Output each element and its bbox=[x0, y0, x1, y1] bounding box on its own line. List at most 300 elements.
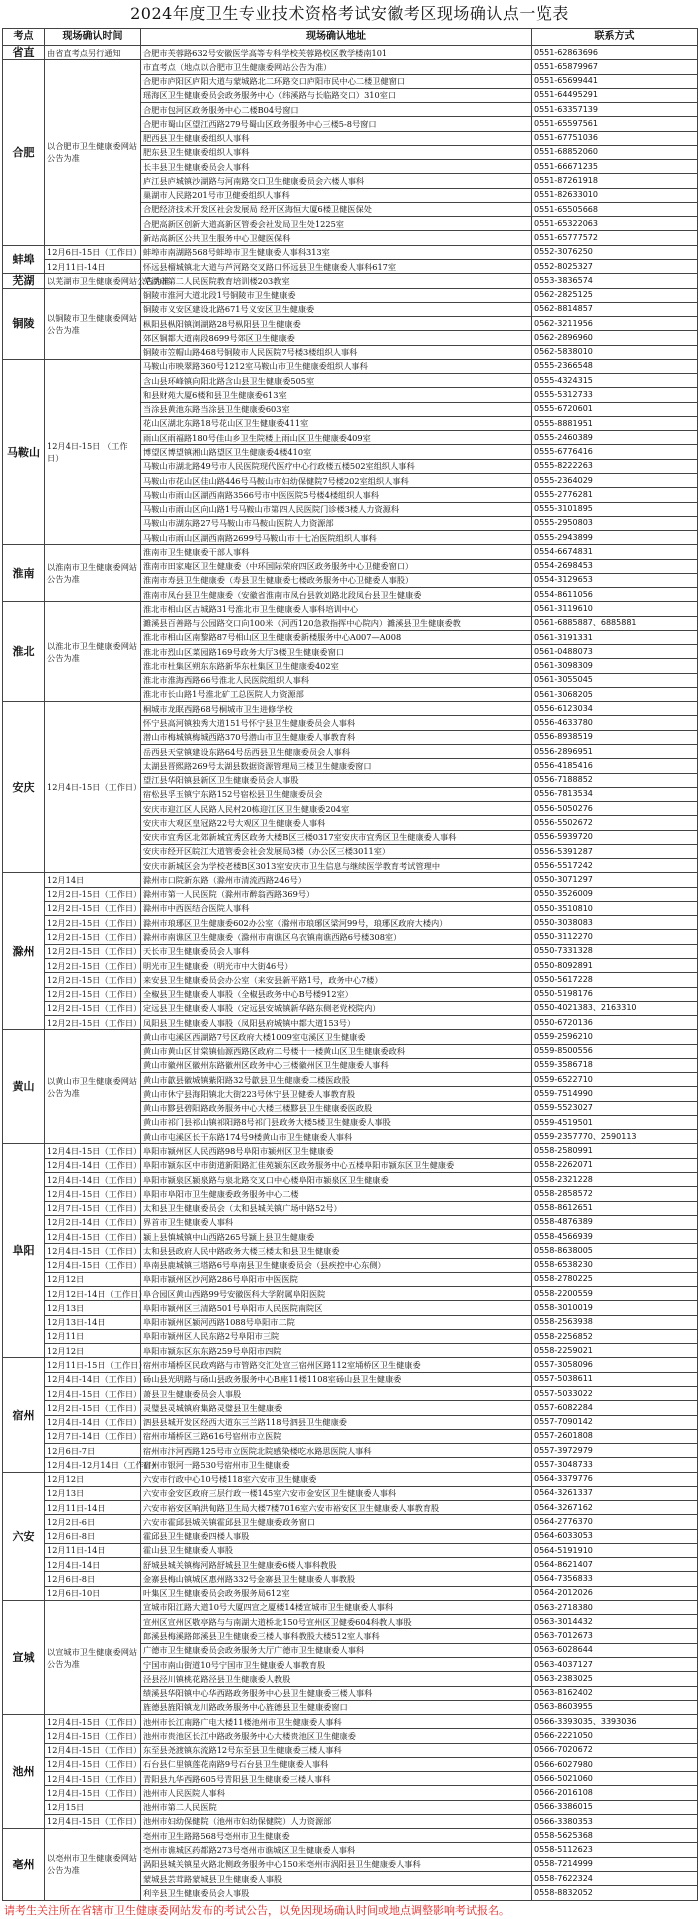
confirm-time-cell: 12月11日-14日 bbox=[45, 1501, 141, 1515]
confirm-address-cell: 阜阳市颍东区中市街道新阳路汇佳苑颍东区政务服务中心五楼阜阳市颍东区卫生健康委 bbox=[141, 1158, 532, 1172]
table-row bbox=[3, 1558, 698, 1572]
confirm-time-cell: 12月4日-15日（工作日） bbox=[45, 1743, 141, 1757]
confirm-address-cell: 霍山县卫生健康委人事股 bbox=[141, 1543, 532, 1557]
contact-phone-cell: 0564-7356833 bbox=[532, 1572, 698, 1586]
confirm-address-cell: 淮南市凤台县卫生健康委（安徽省淮南市凤台县敦刘路北段凤台县卫生健康委 bbox=[141, 588, 532, 602]
exam-site-cell: 亳州 bbox=[3, 1829, 45, 1900]
confirm-address-cell: 亳州市谯城区药都路273号亳州市谯城区卫生健康委人事科 bbox=[141, 1843, 532, 1857]
table-row bbox=[3, 1301, 698, 1315]
confirm-time-cell: 12月4日-15日（工作日） bbox=[45, 1772, 141, 1786]
confirm-time-cell: 12月4日-14日（工作日） bbox=[45, 1158, 141, 1172]
confirm-address-cell: 市直考点（地点以合肥市卫生健康委网站公告为准） bbox=[141, 60, 532, 74]
confirm-time-cell: 12月4日-15日（工作日） bbox=[45, 1814, 141, 1828]
contact-phone-cell: 0559-3586718 bbox=[532, 1058, 698, 1072]
contact-phone-cell: 0561-3055045 bbox=[532, 673, 698, 687]
table-row bbox=[3, 602, 698, 616]
exam-site-cell: 淮南 bbox=[3, 545, 45, 602]
confirm-address-cell: 郊区铜都大道南段8699号郊区卫生健康委 bbox=[141, 331, 532, 345]
contact-phone-cell: 0562-5838010 bbox=[532, 345, 698, 359]
contact-phone-cell: 0566-6027980 bbox=[532, 1757, 698, 1771]
confirm-address-cell: 萧县卫生健康委员会人事股 bbox=[141, 1386, 532, 1400]
contact-phone-cell: 0558-2256852 bbox=[532, 1329, 698, 1343]
table-body bbox=[3, 46, 698, 1901]
contact-phone-cell: 0550-5198176 bbox=[532, 987, 698, 1001]
table-row bbox=[3, 1172, 698, 1186]
contact-phone-cell: 0566-7020672 bbox=[532, 1743, 698, 1757]
table-row bbox=[3, 916, 698, 930]
confirm-address-cell: 太湖县晋熙路269号太湖县数据资源管理局三楼卫生健康委窗口 bbox=[141, 759, 532, 773]
confirm-address-cell: 肥西县卫生健康委组织人事科 bbox=[141, 131, 532, 145]
confirm-time-cell: 12月2日-15日（工作日） bbox=[45, 959, 141, 973]
confirm-time-cell: 12月4日-12月14日（工作日） bbox=[45, 1458, 141, 1472]
table-row bbox=[3, 1757, 698, 1771]
confirm-time-cell: 12月15日 bbox=[45, 1800, 141, 1814]
confirm-address-cell: 池州市第二人民医院 bbox=[141, 1800, 532, 1814]
exam-site-cell: 宣城 bbox=[3, 1600, 45, 1714]
confirm-address-cell: 安庆市宜秀区北郊新城宜秀区政务大楼B区三楼0317室安庆市宜秀区卫生健康委人事科 bbox=[141, 830, 532, 844]
contact-phone-cell: 0564-6033053 bbox=[532, 1529, 698, 1543]
table-row bbox=[3, 1829, 698, 1843]
contact-phone-cell: 0551-65777572 bbox=[532, 231, 698, 245]
contact-phone-cell: 0557-5038611 bbox=[532, 1372, 698, 1386]
confirm-time-cell: 12月2日-15日（工作日） bbox=[45, 887, 141, 901]
confirm-time-cell: 12月2日-15日（工作日） bbox=[45, 987, 141, 1001]
contact-phone-cell: 0563-4037127 bbox=[532, 1658, 698, 1672]
table-row bbox=[3, 1800, 698, 1814]
confirm-address-cell: 舒城县城关镇梅河路舒城县卫生健康委6楼人事科教股 bbox=[141, 1558, 532, 1572]
table-row bbox=[3, 873, 698, 887]
confirm-address-cell: 淮南市卫生健康委干部人事科 bbox=[141, 545, 532, 559]
confirm-address-cell: 淮北市淮海西路66号淮北人民医院组织人事科 bbox=[141, 673, 532, 687]
confirm-address-cell: 淮北市烈山区菜园路169号政务大厅3楼卫生健康委窗口 bbox=[141, 645, 532, 659]
confirm-time-cell: 12月12日 bbox=[45, 1344, 141, 1358]
table-row bbox=[3, 245, 698, 259]
contact-phone-cell: 0555-2460389 bbox=[532, 431, 698, 445]
contact-phone-cell: 0564-8621407 bbox=[532, 1558, 698, 1572]
contact-phone-cell: 0556-7188852 bbox=[532, 773, 698, 787]
confirm-address-cell: 枞阳县枞阳镇浏湖路28号枞阳县卫生健康委 bbox=[141, 317, 532, 331]
confirm-address-cell: 天长市卫生健康委员会人事科 bbox=[141, 944, 532, 958]
table-row bbox=[3, 1187, 698, 1201]
table-row bbox=[3, 1444, 698, 1458]
confirm-address-cell: 博望区博望镇湘山路望区卫生健康委4楼410室 bbox=[141, 445, 532, 459]
header-exam-site: 考点 bbox=[3, 29, 45, 46]
confirm-address-cell: 马鞍山市湖北路49号市人民医院现代医疗中心行政楼五楼502室组织人事科 bbox=[141, 459, 532, 473]
table-row bbox=[3, 1315, 698, 1329]
confirm-time-cell: 12月4日-14日（工作日） bbox=[45, 1172, 141, 1186]
table-row bbox=[3, 1415, 698, 1429]
contact-phone-cell: 0563-8162402 bbox=[532, 1686, 698, 1700]
confirm-time-cell: 12月4日-15日（工作日） bbox=[45, 1244, 141, 1258]
contact-phone-cell: 0561-3068205 bbox=[532, 687, 698, 701]
confirm-time-cell: 12月6日-7日 bbox=[45, 1444, 141, 1458]
confirm-address-cell: 宣城市阳江路大道10号大厦四宣之厦楼14楼宣城市卫生健康委人事科 bbox=[141, 1600, 532, 1614]
confirm-address-cell: 黄山市歙县徽城镇紫阳路32号歙县卫生健康委二楼医政股 bbox=[141, 1073, 532, 1087]
confirm-address-cell: 怀远县榴城镇北大道与芦河路交叉路口怀远县卫生健康委人事科617室 bbox=[141, 259, 532, 273]
confirm-time-cell: 以合肥市卫生健康委网站公告为准 bbox=[45, 60, 141, 245]
confirm-address-cell: 宿松县孚玉镇宁东路152号宿松县卫生健康委员会 bbox=[141, 787, 532, 801]
confirm-time-cell: 12月2日-15日（工作日） bbox=[45, 1401, 141, 1415]
contact-phone-cell: 0559-2357770、2590113 bbox=[532, 1130, 698, 1144]
contact-phone-cell: 0556-8938519 bbox=[532, 730, 698, 744]
table-row bbox=[3, 1529, 698, 1543]
table-row bbox=[3, 1215, 698, 1229]
confirm-address-cell: 合肥市蜀山区望江西路279号蜀山区政务服务中心三楼5-8号窗口 bbox=[141, 117, 532, 131]
confirm-address-cell: 当涂县黄池东路当涂县卫生健康委603室 bbox=[141, 402, 532, 416]
contact-phone-cell: 0555-2364029 bbox=[532, 473, 698, 487]
exam-site-cell: 蚌埠 bbox=[3, 245, 45, 274]
contact-phone-cell: 0566-3380353 bbox=[532, 1814, 698, 1828]
confirm-time-cell: 12月4日-15日（工作日） bbox=[45, 1144, 141, 1158]
confirm-address-cell: 滁州市中西医结合医院人事科 bbox=[141, 901, 532, 915]
contact-phone-cell: 0550-3510810 bbox=[532, 901, 698, 915]
exam-site-cell: 铜陵 bbox=[3, 288, 45, 359]
confirm-time-cell: 12月6日-8日 bbox=[45, 1572, 141, 1586]
confirmation-table bbox=[2, 28, 698, 1901]
contact-phone-cell: 0557-6082284 bbox=[532, 1401, 698, 1415]
contact-phone-cell: 0558-7214999 bbox=[532, 1857, 698, 1871]
contact-phone-cell: 0550-3112270 bbox=[532, 930, 698, 944]
contact-phone-cell: 0563-7012673 bbox=[532, 1629, 698, 1643]
confirm-address-cell: 池州市长江南路广电大楼11楼池州市卫生健康委人事科 bbox=[141, 1715, 532, 1729]
confirm-address-cell: 马鞍山市映翠路360号1212室马鞍山市卫生健康委组织人事科 bbox=[141, 359, 532, 373]
contact-phone-cell: 0555-2943899 bbox=[532, 531, 698, 545]
contact-phone-cell: 0557-3058096 bbox=[532, 1358, 698, 1372]
contact-phone-cell: 0564-2776370 bbox=[532, 1515, 698, 1529]
exam-site-cell: 滁州 bbox=[3, 873, 45, 1030]
table-row bbox=[3, 930, 698, 944]
table-row bbox=[3, 46, 698, 60]
contact-phone-cell: 0559-6522710 bbox=[532, 1073, 698, 1087]
confirm-time-cell: 12月4日-15日（工作日） bbox=[45, 1258, 141, 1272]
confirm-address-cell: 宿州市银河一路530号宿州市卫生健康委 bbox=[141, 1458, 532, 1472]
contact-phone-cell: 0558-7622324 bbox=[532, 1872, 698, 1886]
confirm-time-cell: 12月6日-15日（工作日） bbox=[45, 245, 141, 259]
confirm-address-cell: 六安市霍邱县城关镇霍邱县卫生健康委政务窗口 bbox=[141, 1515, 532, 1529]
confirm-time-cell: 12月2日-15日（工作日） bbox=[45, 916, 141, 930]
confirm-address-cell: 全椒县卫生健康委人事股（全椒县政务中心B号楼912室） bbox=[141, 987, 532, 1001]
confirm-address-cell: 瑶海区卫生健康委员会政务服务中心（纬溪路与长临路交口）310室口 bbox=[141, 88, 532, 102]
confirm-address-cell: 肥东县卫生健康委组织人事科 bbox=[141, 145, 532, 159]
confirm-time-cell: 12月12日-14日（工作日） bbox=[45, 1287, 141, 1301]
confirm-address-cell: 怀宁县高河镇独秀大道151号怀宁县卫生健康委员会人事科 bbox=[141, 716, 532, 730]
confirm-address-cell: 安庆市迎江区人民路人民村20栋迎江区卫生健康委204室 bbox=[141, 802, 532, 816]
table-row bbox=[3, 1158, 698, 1172]
confirm-address-cell: 阜阳市颍州区三清路501号阜阳市人民医院南院区 bbox=[141, 1301, 532, 1315]
contact-phone-cell: 0557-5033022 bbox=[532, 1386, 698, 1400]
contact-phone-cell: 0558-5112623 bbox=[532, 1843, 698, 1857]
confirm-address-cell: 定远县卫生健康委人事股（定远县安城镇新华路东侧老党校院内） bbox=[141, 1001, 532, 1015]
confirm-time-cell: 12月4日-15日（工作日） bbox=[45, 1757, 141, 1771]
contact-phone-cell: 0555-5312733 bbox=[532, 388, 698, 402]
contact-phone-cell: 0555-4324315 bbox=[532, 374, 698, 388]
contact-phone-cell: 0557-7090142 bbox=[532, 1415, 698, 1429]
confirm-address-cell: 广德市卫生健康委员会政务服务大厅广德市卫生健康委人事科 bbox=[141, 1643, 532, 1657]
confirm-address-cell: 石台县仁里镇莲花南路9号石台县卫生健康委人事科 bbox=[141, 1757, 532, 1771]
table-row bbox=[3, 1772, 698, 1786]
contact-phone-cell: 0566-2016108 bbox=[532, 1786, 698, 1800]
contact-phone-cell: 0563-2718380 bbox=[532, 1600, 698, 1614]
table-row bbox=[3, 1358, 698, 1372]
table-row bbox=[3, 901, 698, 915]
confirm-time-cell: 12月4日-15日（工作日） bbox=[45, 1386, 141, 1400]
table-row bbox=[3, 1486, 698, 1500]
confirm-time-cell: 12月7日-15日（工作日） bbox=[45, 1201, 141, 1215]
confirm-time-cell: 12月11日-14日 bbox=[45, 1543, 141, 1557]
confirm-address-cell: 太和县卫生健康委员会（太和县城关镇广场中路52号） bbox=[141, 1201, 532, 1215]
confirm-time-cell: 12月14日 bbox=[45, 873, 141, 887]
contact-phone-cell: 0551-66671235 bbox=[532, 160, 698, 174]
confirm-address-cell: 阜阳市颍州区人民西路98号阜阳市颍州区卫生健康委 bbox=[141, 1144, 532, 1158]
confirm-address-cell: 含山县环峰镇向阳北路含山县卫生健康委505室 bbox=[141, 374, 532, 388]
exam-site-cell: 宿州 bbox=[3, 1358, 45, 1472]
confirm-address-cell: 泾县泾川镇桃花路泾县卫生健康委人教股 bbox=[141, 1672, 532, 1686]
confirm-address-cell: 灵璧县灵城镇府集路灵璧县卫生健康委 bbox=[141, 1401, 532, 1415]
confirm-address-cell: 黄山市休宁县海阳镇北大街223号休宁县卫健委人事教育股 bbox=[141, 1087, 532, 1101]
contact-phone-cell: 0558-4566939 bbox=[532, 1230, 698, 1244]
confirm-address-cell: 宿州市汴河西路125号市立医院北院感染楼吃水路思医院人事科 bbox=[141, 1444, 532, 1458]
table-row bbox=[3, 1244, 698, 1258]
confirm-time-cell: 12月2日-15日（工作日） bbox=[45, 973, 141, 987]
contact-phone-cell: 0566-3393035、3393036 bbox=[532, 1715, 698, 1729]
confirm-address-cell: 雨山区雨福路180号佳山乡卫生院楼上雨山区卫生健康委409室 bbox=[141, 431, 532, 445]
confirm-address-cell: 马鞍山市雨山区湖西南路2699号马鞍山市十七冶医院组织人事科 bbox=[141, 531, 532, 545]
contact-phone-cell: 0551-65879967 bbox=[532, 60, 698, 74]
contact-phone-cell: 0561-6885887、6885881 bbox=[532, 616, 698, 630]
contact-phone-cell: 0558-2780225 bbox=[532, 1272, 698, 1286]
contact-phone-cell: 0561-3119610 bbox=[532, 602, 698, 616]
confirm-time-cell: 12月11日-14日 bbox=[45, 259, 141, 273]
table-row bbox=[3, 1715, 698, 1729]
confirm-time-cell: 12月13日-14日 bbox=[45, 1315, 141, 1329]
confirm-address-cell: 马鞍山市湖东路27号马鞍山市马鞍山医院人力资源部 bbox=[141, 516, 532, 530]
confirm-time-cell: 12月2日-6日 bbox=[45, 1515, 141, 1529]
contact-phone-cell: 0558-5625368 bbox=[532, 1829, 698, 1843]
confirm-address-cell: 郎溪县梅溪路郎溪县卫生健康委三楼人事科教股大楼512室人事科 bbox=[141, 1629, 532, 1643]
confirm-address-cell: 界首市卫生健康委人事科 bbox=[141, 1215, 532, 1229]
table-row bbox=[3, 1543, 698, 1557]
confirm-address-cell: 旌德县旌阳镇龙川路政务服务中心旌德县卫生健康委窗口 bbox=[141, 1700, 532, 1714]
confirm-address-cell: 庐江县庐城镇沙湖路与河南路交口卫生健康委员会六楼人事科 bbox=[141, 174, 532, 188]
table-row bbox=[3, 1372, 698, 1386]
contact-phone-cell: 0556-5050276 bbox=[532, 802, 698, 816]
footnote-warning: 请考生关注所在省辖市卫生健康委网站发布的考试公告，以免因现场确认时间或地点调整影响考试报名。 bbox=[4, 1904, 510, 1917]
confirm-address-cell: 青阳县九华西路605号青阳县卫生健康委三楼人事科 bbox=[141, 1772, 532, 1786]
contact-phone-cell: 0556-5391287 bbox=[532, 844, 698, 858]
contact-phone-cell: 0558-2259021 bbox=[532, 1344, 698, 1358]
confirm-address-cell: 淮南市寿县卫生健康委（寿县卫生健康委七楼政务服务中心卫健委人事股） bbox=[141, 573, 532, 587]
table-row bbox=[3, 1230, 698, 1244]
contact-phone-cell: 0561-0488073 bbox=[532, 645, 698, 659]
confirm-address-cell: 安庆市大观区皇冠路22号大观区卫生健康委人事科 bbox=[141, 816, 532, 830]
confirm-address-cell: 阜阳市阜阳市卫生健康委政务服务中心二楼 bbox=[141, 1187, 532, 1201]
confirm-address-cell: 马鞍山市雨山区向山路1号马鞍山市第四人民医院门诊楼3楼人力资源科 bbox=[141, 502, 532, 516]
exam-site-cell: 六安 bbox=[3, 1472, 45, 1600]
contact-phone-cell: 0551-65699441 bbox=[532, 74, 698, 88]
contact-phone-cell: 0559-2596210 bbox=[532, 1030, 698, 1044]
contact-phone-cell: 0558-2580991 bbox=[532, 1144, 698, 1158]
confirm-time-cell: 12月2日-14日（工作日） bbox=[45, 1215, 141, 1229]
contact-phone-cell: 0551-64495291 bbox=[532, 88, 698, 102]
confirm-time-cell: 12月7日-14日（工作日） bbox=[45, 1429, 141, 1443]
table-row bbox=[3, 545, 698, 559]
header-contact: 联系方式 bbox=[532, 29, 698, 46]
table-row bbox=[3, 1572, 698, 1586]
contact-phone-cell: 0555-2366548 bbox=[532, 359, 698, 373]
contact-phone-cell: 0563-2383025 bbox=[532, 1672, 698, 1686]
confirm-address-cell: 桐城市龙眠西路68号桐城市卫生进修学校 bbox=[141, 702, 532, 716]
contact-phone-cell: 0557-2601808 bbox=[532, 1429, 698, 1443]
table-row bbox=[3, 1016, 698, 1030]
confirm-address-cell: 叶集区卫生健康委员会政务服务局612室 bbox=[141, 1586, 532, 1600]
confirm-address-cell: 巢湖市人民路201号市卫健委组织人事科 bbox=[141, 188, 532, 202]
table-row bbox=[3, 1743, 698, 1757]
confirm-address-cell: 铜陵市义安区建设北路671号义安区卫生健康委 bbox=[141, 302, 532, 316]
confirm-address-cell: 明光市卫生健康委（明光市中大街46号） bbox=[141, 959, 532, 973]
confirm-time-cell: 12月12日 bbox=[45, 1272, 141, 1286]
confirm-address-cell: 宿州市埇桥区民政鸡路与市管路交汇处宣三宿州区路112室埇桥区卫生健康委 bbox=[141, 1358, 532, 1372]
confirm-time-cell: 由省直考点另行通知 bbox=[45, 46, 141, 60]
table-row bbox=[3, 274, 698, 288]
contact-phone-cell: 0556-5517242 bbox=[532, 859, 698, 873]
confirm-time-cell: 12月2日-15日（工作日） bbox=[45, 1001, 141, 1015]
exam-site-cell: 芜湖 bbox=[3, 274, 45, 288]
confirm-address-cell: 泗县县城开发区经西大道东三兰路118号泗县卫生健康委 bbox=[141, 1415, 532, 1429]
confirm-address-cell: 新站高新区公共卫生服务中心卫健医保科 bbox=[141, 231, 532, 245]
header-confirm-time: 现场确认时间 bbox=[45, 29, 141, 46]
confirm-address-cell: 利辛县卫生健康委员会人事股 bbox=[141, 1886, 532, 1900]
confirm-time-cell: 12月4日-15日（工作日） bbox=[45, 1230, 141, 1244]
table-row bbox=[3, 288, 698, 302]
confirm-time-cell: 12月4日-15日（工作日） bbox=[45, 1715, 141, 1729]
header-confirm-address: 现场确认地址 bbox=[141, 29, 532, 46]
contact-phone-cell: 0554-8611056 bbox=[532, 588, 698, 602]
contact-phone-cell: 0558-2321228 bbox=[532, 1172, 698, 1186]
confirm-address-cell: 阜阳市颍州区颍河西路1088号阜阳市二院 bbox=[141, 1315, 532, 1329]
table-row bbox=[3, 1201, 698, 1215]
contact-phone-cell: 0555-6776416 bbox=[532, 445, 698, 459]
contact-phone-cell: 0555-2776281 bbox=[532, 488, 698, 502]
contact-phone-cell: 0550-3038083 bbox=[532, 916, 698, 930]
confirm-address-cell: 花山区湖北东路18号花山区卫生健康委411室 bbox=[141, 416, 532, 430]
contact-phone-cell: 0562-2825125 bbox=[532, 288, 698, 302]
table-header-row bbox=[3, 29, 698, 46]
confirm-address-cell: 滁州市琅琊区卫生健康委602办公室（滁州市琅琊区梁河99号，琅琊区政府大楼内） bbox=[141, 916, 532, 930]
confirm-time-cell: 12月4日-14日（工作日） bbox=[45, 1372, 141, 1386]
confirm-time-cell: 12月13日 bbox=[45, 1301, 141, 1315]
confirm-address-cell: 阜南县鹿城镇三塔路6号阜南县卫生健康委员会（县疾控中心东侧） bbox=[141, 1258, 532, 1272]
confirm-address-cell: 黄山市屯溪区西湖路7号区政府大楼1009室屯溪区卫生健康委 bbox=[141, 1030, 532, 1044]
confirm-time-cell: 12月4日-15日 （工作日） bbox=[45, 359, 141, 544]
confirm-address-cell: 芜湖市第二人民医院教育培训楼203教室 bbox=[141, 274, 532, 288]
contact-phone-cell: 0551-65505668 bbox=[532, 202, 698, 216]
contact-phone-cell: 0553-3836574 bbox=[532, 274, 698, 288]
confirm-address-cell: 阜阳市颍州区沙河路286号阜阳市中医医院 bbox=[141, 1272, 532, 1286]
confirm-address-cell: 合肥市包河区政务服务中心二楼B04号窗口 bbox=[141, 103, 532, 117]
contact-phone-cell: 0550-3526009 bbox=[532, 887, 698, 901]
confirm-time-cell: 以黄山市卫生健康委网站公告为准 bbox=[45, 1030, 141, 1144]
table-row bbox=[3, 1344, 698, 1358]
contact-phone-cell: 0558-4876389 bbox=[532, 1215, 698, 1229]
contact-phone-cell: 0550-4021383、2163310 bbox=[532, 1001, 698, 1015]
confirm-time-cell: 以淮北市卫生健康委网站公告为准 bbox=[45, 602, 141, 702]
table-row bbox=[3, 702, 698, 716]
contact-phone-cell: 0564-5191910 bbox=[532, 1543, 698, 1557]
confirm-time-cell: 12月12日 bbox=[45, 1472, 141, 1486]
confirm-address-cell: 黄山市黄山区甘棠镇仙源西路区政府二号楼十一楼黄山区卫生健康委政科 bbox=[141, 1044, 532, 1058]
confirm-address-cell: 颍上县慎城镇中山西路265号颍上县卫生健康委 bbox=[141, 1230, 532, 1244]
table-row bbox=[3, 1472, 698, 1486]
exam-site-cell: 黄山 bbox=[3, 1030, 45, 1144]
contact-phone-cell: 0558-3010019 bbox=[532, 1301, 698, 1315]
confirm-address-cell: 宁国市南山街道10号宁国市卫生健康委人事教育股 bbox=[141, 1658, 532, 1672]
confirm-time-cell: 12月2日-15日（工作日） bbox=[45, 1016, 141, 1030]
table-row bbox=[3, 959, 698, 973]
confirm-address-cell: 潜山市梅城镇梅城西路370号潜山市卫生健康委人事教育科 bbox=[141, 730, 532, 744]
contact-phone-cell: 0556-4185416 bbox=[532, 759, 698, 773]
contact-phone-cell: 0558-2563938 bbox=[532, 1315, 698, 1329]
table-row bbox=[3, 359, 698, 373]
confirm-time-cell: 以亳州市卫生健康委网站公告为准 bbox=[45, 1829, 141, 1900]
table-row bbox=[3, 1515, 698, 1529]
confirm-time-cell: 12月2日-15日（工作日） bbox=[45, 944, 141, 958]
confirm-address-cell: 淮北市杜集区朔东东路新华东杜集区卫生健康委402室 bbox=[141, 659, 532, 673]
confirm-time-cell: 12月6日-10日 bbox=[45, 1586, 141, 1600]
confirm-address-cell: 蚌埠市南湖路568号蚌埠市卫生健康委人事科313室 bbox=[141, 245, 532, 259]
contact-phone-cell: 0555-3101895 bbox=[532, 502, 698, 516]
confirm-address-cell: 铜陵市笠帽山路468号铜陵市人民医院7号楼3楼组织人事科 bbox=[141, 345, 532, 359]
table-row bbox=[3, 1401, 698, 1415]
exam-site-cell: 阜阳 bbox=[3, 1144, 45, 1358]
contact-phone-cell: 0558-8638005 bbox=[532, 1244, 698, 1258]
document-title: 2024年度卫生专业技术资格考试安徽考区现场确认点一览表 bbox=[130, 4, 569, 23]
confirm-address-cell: 宣州区宣州区敬亭路与与南湖大道桥北150号宣州区卫健委604科教人事股 bbox=[141, 1615, 532, 1629]
confirm-address-cell: 濉溪县百善路与公园路交口向100米（河西120急救指挥中心院内）濉溪县卫生健康委教 bbox=[141, 616, 532, 630]
confirm-address-cell: 池州市贵池区长江中路政务服务中心大楼贵池区卫生健康委 bbox=[141, 1729, 532, 1743]
contact-phone-cell: 0552-8025327 bbox=[532, 259, 698, 273]
confirm-address-cell: 合肥市庐阳区庐阳大道与蒙城路北二环路交口庐阳市民中心二楼卫健窗口 bbox=[141, 74, 532, 88]
confirm-address-cell: 六安市裕安区响洪甸路卫生局大楼7楼7016室六安市裕安区卫生健康委人事教育股 bbox=[141, 1501, 532, 1515]
confirm-address-cell: 涡阳县城关镇星火路北侧政务服务中心150米亳州市涡阳县卫生健康委人事科 bbox=[141, 1857, 532, 1871]
contact-phone-cell: 0564-3261337 bbox=[532, 1486, 698, 1500]
confirm-address-cell: 池州市人民医院人事科 bbox=[141, 1786, 532, 1800]
table-row bbox=[3, 1258, 698, 1272]
confirm-address-cell: 来安县卫生健康委员会办公室（来安县新平路1号，政务中心7楼） bbox=[141, 973, 532, 987]
contact-phone-cell: 0564-3379776 bbox=[532, 1472, 698, 1486]
contact-phone-cell: 0564-3267162 bbox=[532, 1501, 698, 1515]
contact-phone-cell: 0558-2200559 bbox=[532, 1287, 698, 1301]
confirm-address-cell: 太和县县政府人民中路政务大楼三楼太和县卫生健康委 bbox=[141, 1244, 532, 1258]
table-row bbox=[3, 1030, 698, 1044]
contact-phone-cell: 0551-82633010 bbox=[532, 188, 698, 202]
contact-phone-cell: 0551-68852060 bbox=[532, 145, 698, 159]
contact-phone-cell: 0555-6720601 bbox=[532, 402, 698, 416]
confirm-address-cell: 滁州市口院新东路（滁州市清流西路246号） bbox=[141, 873, 532, 887]
confirm-address-cell: 东至县尧渡镇东流路12号东至县卫生健康委三楼人事科 bbox=[141, 1743, 532, 1757]
confirm-address-cell: 阜合园区黄山西路99号安徽医科大学附属阜阳医院 bbox=[141, 1287, 532, 1301]
contact-phone-cell: 0558-2858572 bbox=[532, 1187, 698, 1201]
confirm-address-cell: 淮北市相山区古城路31号淮北市卫生健康委人事科培训中心 bbox=[141, 602, 532, 616]
table-row bbox=[3, 1729, 698, 1743]
contact-phone-cell: 0558-8832052 bbox=[532, 1886, 698, 1900]
exam-site-cell: 合肥 bbox=[3, 60, 45, 245]
contact-phone-cell: 0550-3071297 bbox=[532, 873, 698, 887]
table-row bbox=[3, 973, 698, 987]
confirm-time-cell: 以铜陵市卫生健康委网站公告为准 bbox=[45, 288, 141, 359]
contact-phone-cell: 0551-63357139 bbox=[532, 103, 698, 117]
confirm-time-cell: 12月11日 bbox=[45, 1329, 141, 1343]
contact-phone-cell: 0558-6538230 bbox=[532, 1258, 698, 1272]
